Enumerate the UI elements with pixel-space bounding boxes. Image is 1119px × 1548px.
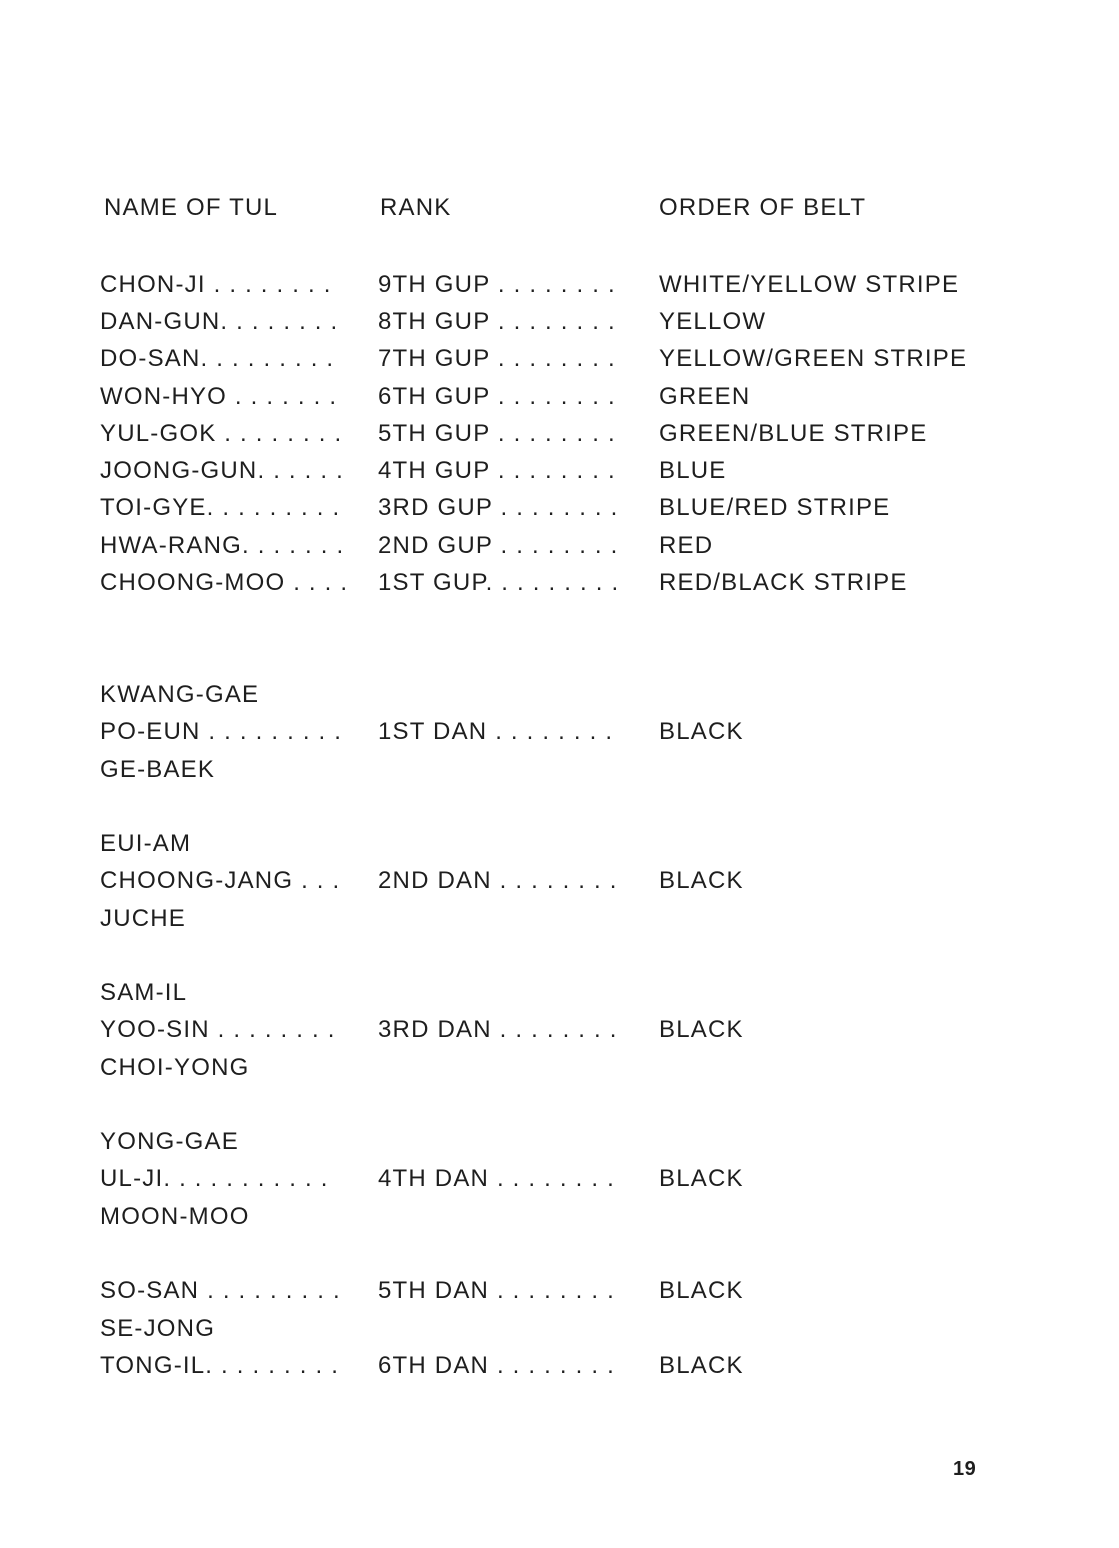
tul-name: DAN-GUN. . . . . . . . [100, 308, 339, 335]
table-row [0, 267, 1119, 303]
belt-value: RED/BLACK STRIPE [659, 569, 908, 596]
tul-name: JOONG-GUN. . . . . . [100, 457, 345, 484]
belt-value: YELLOW/GREEN STRIPE [659, 345, 968, 372]
tul-name: YOO-SIN . . . . . . . . [100, 1016, 336, 1043]
tul-name: UL-JI. . . . . . . . . . . [100, 1165, 329, 1192]
tul-name: SAM-IL [100, 979, 188, 1006]
tul-name: PO-EUN . . . . . . . . . [100, 718, 343, 745]
tul-name: YUL-GOK . . . . . . . . [100, 420, 343, 447]
tul-name: TONG-IL. . . . . . . . . [100, 1352, 340, 1379]
rank-value: 1ST GUP. . . . . . . . . [378, 569, 620, 596]
rank-value: 8TH GUP . . . . . . . . [378, 308, 616, 335]
rank-value: 6TH DAN . . . . . . . . [378, 1352, 615, 1379]
belt-value: GREEN/BLUE STRIPE [659, 420, 928, 447]
table-row [0, 528, 1119, 564]
header-rank: RANK [380, 194, 452, 221]
table-row [0, 565, 1119, 601]
tul-name: CHOONG-JANG . . . [100, 867, 341, 894]
table-row [0, 1199, 1119, 1235]
belt-value: RED [659, 532, 714, 559]
rank-value: 9TH GUP . . . . . . . . [378, 271, 616, 298]
tul-name: SE-JONG [100, 1315, 216, 1342]
belt-value: GREEN [659, 383, 751, 410]
table-row [0, 1050, 1119, 1086]
table-row [0, 379, 1119, 415]
table-row [0, 1012, 1119, 1048]
tul-name: JUCHE [100, 905, 187, 932]
table-row [0, 453, 1119, 489]
table-row [0, 1124, 1119, 1160]
belt-value: BLUE/RED STRIPE [659, 494, 891, 521]
table-row [0, 901, 1119, 937]
tul-name: HWA-RANG. . . . . . . [100, 532, 345, 559]
rank-value: 7TH GUP . . . . . . . . [378, 345, 616, 372]
tul-name: YONG-GAE [100, 1128, 239, 1155]
tul-name: TOI-GYE. . . . . . . . . [100, 494, 341, 521]
rank-value: 2ND DAN . . . . . . . . [378, 867, 618, 894]
belt-value: BLACK [659, 867, 744, 894]
belt-value: YELLOW [659, 308, 767, 335]
tul-name: WON-HYO . . . . . . . [100, 383, 338, 410]
rank-value: 2ND GUP . . . . . . . . [378, 532, 619, 559]
rank-value: 6TH GUP . . . . . . . . [378, 383, 616, 410]
table-row [0, 1273, 1119, 1309]
table-row [0, 304, 1119, 340]
tul-name: CHOI-YONG [100, 1054, 250, 1081]
table-row [0, 826, 1119, 862]
tul-name: DO-SAN. . . . . . . . . [100, 345, 335, 372]
table-row [0, 490, 1119, 526]
belt-value: BLACK [659, 1016, 744, 1043]
belt-value: BLUE [659, 457, 727, 484]
table-row [0, 1161, 1119, 1197]
table-row [0, 677, 1119, 713]
belt-value: BLACK [659, 1165, 744, 1192]
table-row [0, 714, 1119, 750]
table-row [0, 863, 1119, 899]
table-header [0, 194, 1119, 230]
rank-value: 5TH DAN . . . . . . . . [378, 1277, 615, 1304]
rank-value: 1ST DAN . . . . . . . . [378, 718, 614, 745]
header-order-of-belt: ORDER OF BELT [659, 194, 867, 221]
tul-name: CHOONG-MOO . . . . [100, 569, 349, 596]
page-number: 19 [953, 1458, 977, 1480]
header-name-of-tul: NAME OF TUL [104, 194, 279, 221]
tul-name: GE-BAEK [100, 756, 216, 783]
belt-value: BLACK [659, 1277, 744, 1304]
table-row [0, 416, 1119, 452]
tul-name: SO-SAN . . . . . . . . . [100, 1277, 341, 1304]
tul-name: CHON-JI . . . . . . . . [100, 271, 332, 298]
table-row [0, 1348, 1119, 1384]
table-row [0, 975, 1119, 1011]
rank-value: 3RD DAN . . . . . . . . [378, 1016, 618, 1043]
table-row [0, 1311, 1119, 1347]
tul-name: EUI-AM [100, 830, 192, 857]
rank-value: 4TH GUP . . . . . . . . [378, 457, 616, 484]
belt-value: BLACK [659, 718, 744, 745]
table-row [0, 752, 1119, 788]
rank-value: 4TH DAN . . . . . . . . [378, 1165, 615, 1192]
rank-value: 5TH GUP . . . . . . . . [378, 420, 616, 447]
belt-value: BLACK [659, 1352, 744, 1379]
rank-value: 3RD GUP . . . . . . . . [378, 494, 619, 521]
tul-name: KWANG-GAE [100, 681, 260, 708]
belt-value: WHITE/YELLOW STRIPE [659, 271, 960, 298]
table-row [0, 341, 1119, 377]
tul-name: MOON-MOO [100, 1203, 250, 1230]
